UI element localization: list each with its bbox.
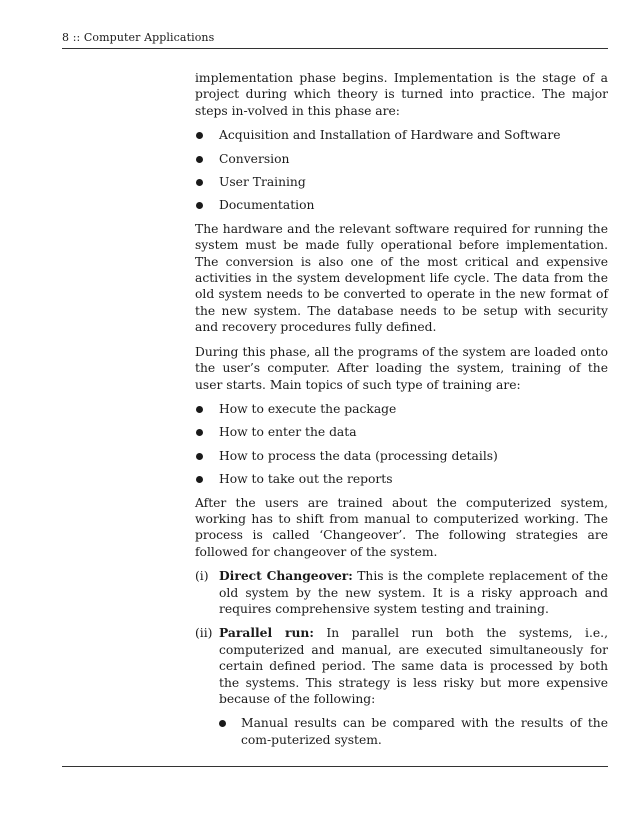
bullet-icon — [219, 720, 226, 727]
bullet-icon — [196, 476, 203, 483]
parallel-run-sub-list — [219, 715, 608, 748]
list-item-text: Documentation — [219, 198, 315, 213]
list-item — [195, 197, 608, 213]
list-item-text: User Training — [219, 175, 306, 190]
list-item — [195, 151, 608, 167]
running-header: 8 :: Computer Applications — [62, 31, 215, 44]
hardware-paragraph: The hardware and the relevant software required for running the system must be made fully operational before implementation. The conversion is also one of the most critical and expensive activities in the system development life cycle. The data from the old system needs to be converted to operate in the new format of the new system. The database needs to be setup with security and recovery procedures fully defined. — [195, 221, 608, 335]
page-content — [195, 70, 608, 756]
footer-rule — [62, 766, 608, 767]
bullet-icon — [196, 429, 203, 436]
list-item-text: Conversion — [219, 151, 290, 166]
list-item-text: How to process the data (processing details) — [219, 448, 498, 463]
bullet-icon — [196, 453, 203, 460]
list-item-text: How to execute the package — [219, 401, 397, 416]
bullet-icon — [196, 406, 203, 413]
strategy-item-parallel-run — [195, 625, 608, 748]
strategy-item-direct-changeover — [195, 568, 608, 617]
strategy-text: In parallel run both the systems, i.e., computerized and manual, are executed simultaneously for certain defined period. The same data is processed by both the systems. This strategy is less risky but more expensive because of the following: — [219, 626, 608, 706]
bullet-icon — [196, 132, 203, 139]
list-item — [219, 715, 608, 748]
list-item-text: How to enter the data — [219, 425, 357, 440]
strategy-text: This is the complete replacement of the old system by the new system. It is a risky approach and requires comprehensive system testing and training. — [219, 569, 608, 616]
list-item — [195, 424, 608, 440]
list-item — [195, 174, 608, 190]
list-item — [195, 471, 608, 487]
bullet-icon — [196, 179, 203, 186]
strategy-term: Parallel run: — [219, 625, 314, 641]
training-topics-list — [195, 401, 608, 488]
bullet-icon — [196, 202, 203, 209]
header-rule — [62, 48, 608, 49]
strategy-list — [195, 568, 608, 748]
strategy-term: Direct Changeover: — [219, 568, 353, 584]
strategy-number: (i) — [195, 569, 209, 584]
list-item — [195, 448, 608, 464]
bullet-icon — [196, 156, 203, 163]
list-item-text: Manual results can be compared with the results of the com-puterized system. — [241, 716, 608, 747]
implementation-steps-list — [195, 127, 608, 214]
training-paragraph: During this phase, all the programs of the system are loaded onto the user’s computer. After loading the system, training of the user starts. Main topics of such type of training are: — [195, 344, 608, 392]
list-item-text: Acquisition and Installation of Hardware and Software — [219, 128, 561, 143]
list-item — [195, 401, 608, 417]
list-item — [195, 127, 608, 143]
strategy-number: (ii) — [195, 626, 213, 641]
intro-paragraph: implementation phase begins. Implementation is the stage of a project during which theory is turned into practice. The major steps in-volved in this phase are: — [195, 71, 608, 118]
changeover-paragraph: After the users are trained about the computerized system, working has to shift from manual to computerized working. The process is called ‘Changeover’. The following strategies are followed for changeover of the system. — [195, 495, 608, 559]
list-item-text: How to take out the reports — [219, 472, 393, 487]
